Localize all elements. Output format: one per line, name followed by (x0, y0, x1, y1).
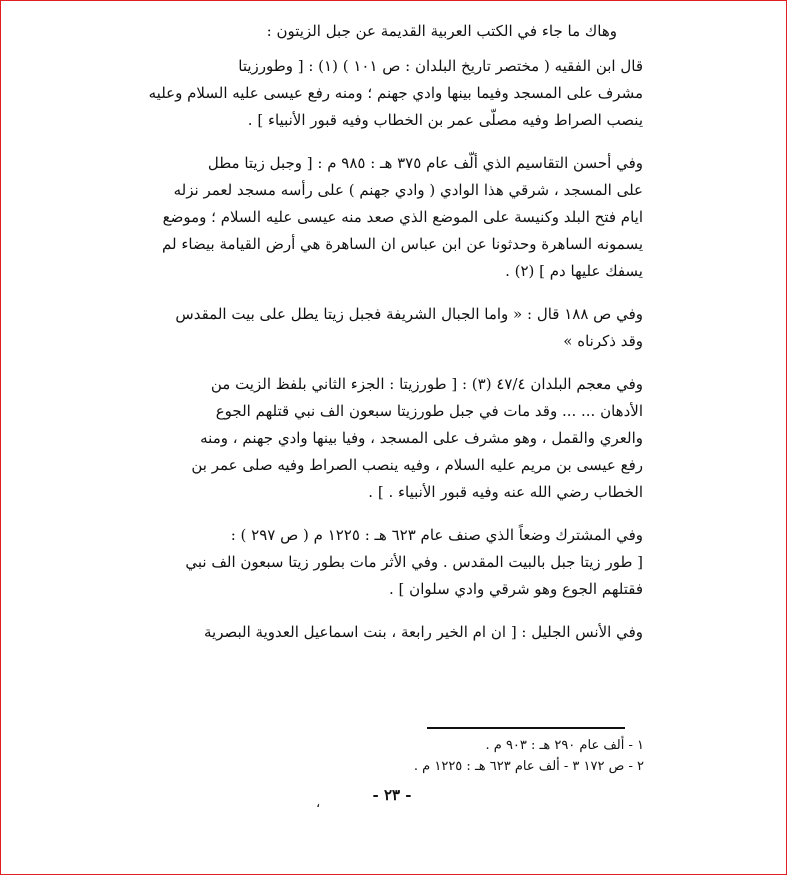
text-line: ينصب الصراط وفيه مصلّى عمر بن الخطاب وفيه قبور الأنبياء ] . (247, 111, 643, 129)
text-line: والعري والقمل ، وهو مشرف على المسجد ، وفيا بينها وادي جهنم ، ومنه (200, 429, 643, 447)
stray-mark: ، (316, 796, 321, 811)
paragraph-ahsan-taqasim (130, 150, 643, 285)
paragraph-mushtarak (130, 522, 643, 603)
footnotes (200, 735, 644, 777)
text-line: الخطاب رضي الله عنه وفيه قبور الأنبياء . ] . (368, 483, 643, 501)
text-line: وفي أحسن التقاسيم الذي ألّف عام ٣٧٥ هـ : ٩٨٥ م : [ وجبل زيتا مطل (207, 154, 643, 172)
text-line: يسفك عليها دم ] (٢) . (505, 262, 643, 280)
paragraph-ibn-faqih (130, 53, 643, 134)
text-line: وفي معجم البلدان ٤٧/٤ (٣) : [ طورزيتا : الجزء الثاني بلفظ الزيت من (210, 375, 643, 393)
text-line: يسمونه الساهرة وحدثونا عن ابن عباس ان الساهرة هي أرض القيامة بيضاء لم (162, 235, 643, 253)
paragraph-mujam-buldan (130, 371, 643, 506)
text-line: وفي الأنس الجليل : [ ان ام الخير رابعة ، بنت اسماعيل العدوية البصرية (204, 623, 643, 641)
text-line: وفي المشترك وضعاً الذي صنف عام ٦٢٣ هـ : ١٢٢٥ م ( ص ٢٩٧ ) : (230, 526, 643, 544)
text-line: [ طور زيتا جبل بالبيت المقدس . وفي الأثر مات بطور زيتا سبعون الف نبي (185, 553, 643, 571)
footnote-item: ٢ - ص ١٧٢ ٣ - ألف عام ٦٢٣ هـ : ١٢٢٥ م . (413, 759, 644, 774)
text-line: وقد ذكرناه » (563, 332, 643, 350)
footnote-item: ١ - ألف عام ٢٩٠ هـ : ٩٠٣ م . (485, 738, 644, 753)
intro-line: وهاك ما جاء في الكتب العربية القديمة عن جبل الزيتون : (266, 22, 617, 40)
text-line: فقتلهم الجوع وهو شرقي وادي سلوان ] . (389, 580, 643, 598)
text-line: الأدهان ... ... وقد مات في جبل طورزيتا سبعون الف نبي قتلهم الجوع (215, 402, 643, 420)
document-body (130, 18, 643, 662)
text-line: وفي ص ١٨٨ قال : « واما الجبال الشريفة فجبل زيتا يطل على بيت المقدس (175, 305, 643, 323)
page-number: - ٢٣ - (372, 786, 412, 804)
text-line: رفع عيسى بن مريم عليه السلام ، وفيه ينصب الصراط وفيه صلى عمر بن (191, 456, 643, 474)
paragraph-page-188 (130, 301, 643, 355)
text-line: على المسجد ، شرقي هذا الوادي ( وادي جهنم ) على رأسه مسجد لعمر نزله (173, 181, 643, 199)
text-line: مشرف على المسجد وفيما بينها وادي جهنم ؛ ومنه رفع عيسى عليه السلام وعليه (148, 84, 643, 102)
paragraph-uns-jalil (130, 619, 643, 646)
footnote-divider (427, 727, 625, 729)
text-line: قال ابن الفقيه ( مختصر تاريخ البلدان : ص ١٠١ ) (١) : [ وطورزيتا (238, 57, 643, 75)
text-line: ايام فتح البلد وكنيسة على الموضع الذي صعد منه عيسى عليه السلام ؛ وموضع (162, 208, 643, 226)
